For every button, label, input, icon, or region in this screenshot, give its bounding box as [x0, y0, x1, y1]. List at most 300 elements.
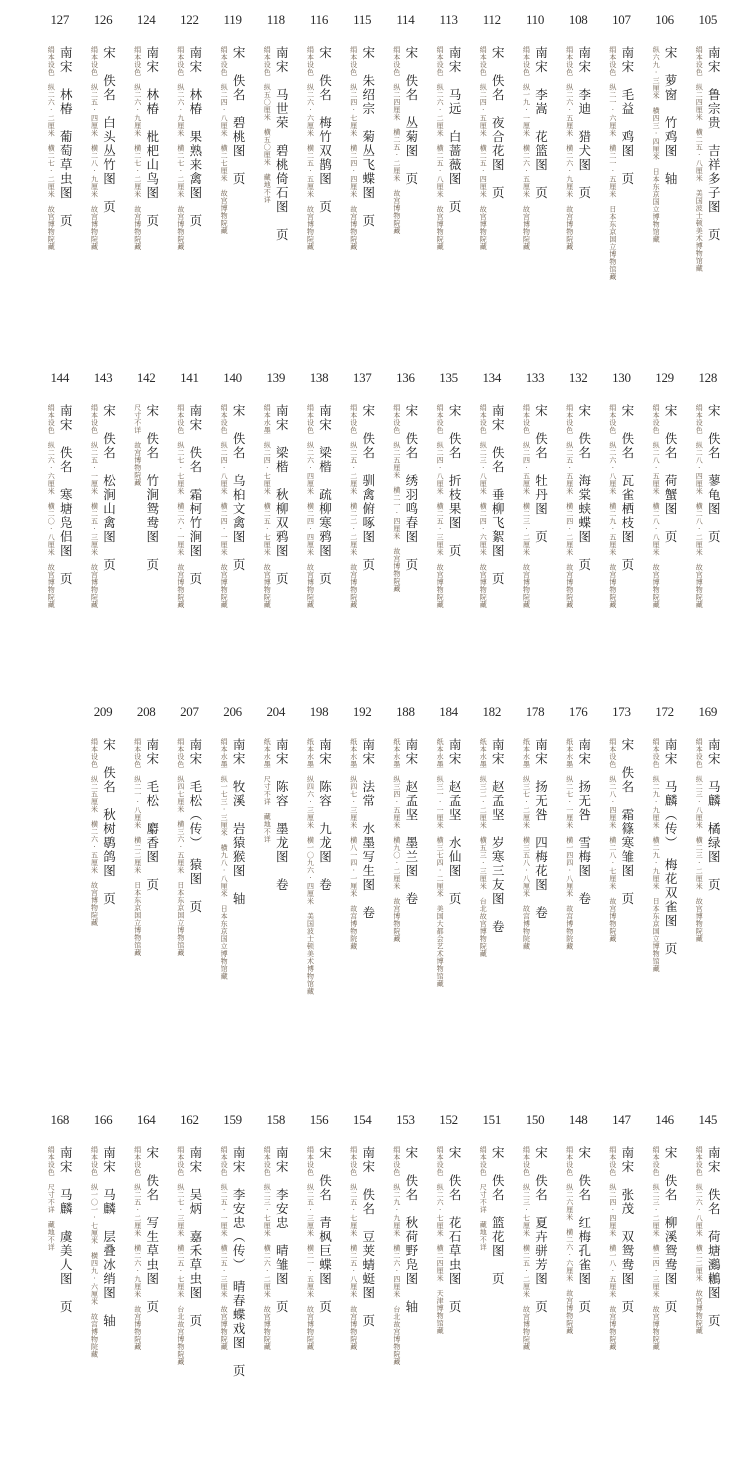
artwork-title: 宋 佚名 花石草虫图 页: [447, 1146, 463, 1314]
artwork-details: 绢本设色 纵二五·一厘米 横二五·三厘米 故宫博物院藏: [90, 404, 99, 609]
catalog-entry: [166, 10, 212, 251]
artwork-title: 宋 佚名 青枫巨蝶图 页: [317, 1146, 333, 1314]
artwork-details: 绢本设色 纵一九·一厘米 横二六·五厘米 故宫博物院藏: [522, 46, 531, 251]
artwork-title: 南宋 扬无咎 雪梅图 卷: [576, 738, 592, 906]
artwork-title: 宋 萝窗 竹鸡图 轴: [663, 46, 679, 186]
artwork-title: 宋 佚名 夏卉骈芳图 页: [533, 1146, 549, 1314]
entry-text: [608, 738, 635, 943]
catalog-entry: [382, 702, 428, 943]
artwork-title: 宋 朱绍宗 菊丛飞蝶图 页: [360, 46, 376, 228]
entry-text: [262, 738, 289, 892]
artwork-details: 绢本设色 纵二三·八厘米 横二三·二厘米 故宫博物院藏: [695, 738, 704, 943]
artwork-title: 南宋 张茂 双鸳鸯图 页: [619, 1146, 635, 1314]
plate-number: 127: [50, 12, 70, 27]
artwork-title: 南宋 梁楷 秋柳双鸦图 页: [274, 404, 290, 586]
artwork-details: 绢本设色 纵二三·七厘米 横二五·二厘米 故宫博物院藏: [522, 1146, 531, 1351]
plate-number: 141: [180, 370, 199, 385]
plate-number: 184: [439, 704, 458, 719]
plate-number: 137: [352, 370, 372, 385]
catalog-entry: [469, 702, 515, 958]
plate-number: 144: [50, 370, 70, 385]
artwork-details: 纸本水墨 纵四六·三厘米 横一〇九六·四厘米 美国波士顿美术博物馆藏: [306, 738, 315, 995]
plate-number: 124: [136, 12, 156, 27]
plate-number: 150: [525, 1112, 545, 1127]
plate-number: 154: [352, 1112, 372, 1127]
artwork-title: 宋 佚名 折枝果图 页: [447, 404, 463, 558]
entry-text: [46, 1146, 73, 1314]
artwork-title: 南宋 马世荣 碧桃倚石图 页: [274, 46, 290, 242]
plate-number: 107: [612, 12, 631, 27]
artwork-title: 南宋 佚名 豆荚蜻蜓图 页: [360, 1146, 376, 1328]
artwork-title: 宋 佚名 竹涧鸳鸯图 页: [144, 404, 160, 572]
entry-text: [176, 738, 203, 957]
artwork-details: 绢本设色 纵二四·八厘米 横二五·三厘米 故宫博物院藏: [436, 404, 445, 609]
plate-number: 178: [525, 704, 545, 719]
artwork-title: 南宋 吴炳 嘉禾草虫图 页: [187, 1146, 203, 1328]
catalog-entry: [296, 10, 342, 251]
entry-text: [478, 46, 505, 251]
entry-text: [349, 738, 376, 950]
plate-number: 156: [309, 1112, 329, 1127]
artwork-details: 绢本设色 纵二四·八厘米 横二四·一厘米 故宫博物院藏: [220, 404, 229, 609]
artwork-title: 南宋 林椿 枇杷山鸟图 页: [144, 46, 160, 228]
plate-number: 148: [568, 1112, 588, 1127]
artwork-title: 南宋 马远 白蔷薇图 页: [447, 46, 463, 214]
artwork-title: 南宋 佚名 寒塘凫侣图 页: [58, 404, 74, 586]
catalog-entry: [555, 10, 601, 251]
catalog-entry: [469, 368, 515, 609]
catalog-entry: [166, 702, 212, 957]
artwork-details: 绢本设色 纵二四厘米 横二五·二厘米 故宫博物院藏: [392, 46, 401, 235]
entry-text: [651, 1146, 678, 1351]
artwork-details: 纸本水墨 纵三二·二厘米 横五三·三厘米 台北故宫博物院藏: [479, 738, 488, 958]
entry-text: [651, 738, 678, 973]
catalog-entry: [37, 368, 83, 609]
catalog-entry: [382, 1110, 428, 1366]
entry-text: [694, 46, 721, 272]
artwork-title: 宋 佚名 秋树鹖鸽图 页: [101, 738, 117, 906]
artwork-title: 宋 佚名 丛菊图 页: [403, 46, 419, 186]
entry-text: [435, 738, 462, 988]
catalog-entry: [123, 1110, 169, 1351]
entry-text: [46, 404, 73, 609]
plate-number: 164: [136, 1112, 156, 1127]
catalog-entry: [37, 10, 83, 251]
artwork-details: 绢本设色 纵二五·二厘米 横二二·二厘米 故宫博物院藏: [349, 404, 358, 609]
artwork-details: 纸本水墨 纵二七·一厘米 横一四四·八厘米 故宫博物院藏: [565, 738, 574, 950]
catalog-entry: [642, 10, 688, 243]
entry-text: [133, 1146, 160, 1351]
plate-number: 204: [266, 704, 286, 719]
catalog-entry: [426, 10, 472, 251]
catalog-entry: [339, 368, 385, 609]
entry-text: [219, 738, 246, 980]
entry-text: [435, 46, 462, 251]
catalog-entry: [469, 10, 515, 251]
catalog-row: [0, 702, 730, 1062]
entry-text: [565, 738, 592, 950]
catalog-entry: [210, 10, 256, 235]
catalog-entry: [382, 10, 428, 235]
artwork-details: 绢本设色 纵二四·七厘米 横二四·四厘米 故宫博物院藏: [349, 46, 358, 251]
entry-text: [90, 404, 117, 609]
catalog-entry: [685, 702, 730, 943]
plate-number: 110: [525, 12, 545, 27]
entry-text: [176, 404, 203, 609]
catalog-entry: [253, 1110, 299, 1351]
catalog-entry: [598, 368, 644, 609]
plate-number: 207: [180, 704, 199, 719]
entry-text: [219, 1146, 246, 1378]
artwork-title: 宋 佚名 蓼龟图 页: [706, 404, 722, 544]
plate-number: 153: [396, 1112, 415, 1127]
artwork-details: 绢本设色 纵二九·九厘米 横二六·四厘米 台北故宫博物院藏: [392, 1146, 401, 1366]
catalog-entry: [598, 702, 644, 943]
entry-text: [651, 404, 678, 609]
artwork-title: 宋 佚名 篮花图 页: [490, 1146, 506, 1286]
artwork-title: 南宋 毛松（传） 猿图 页: [187, 738, 203, 914]
artwork-title: 宋 佚名 霜篠寒雏图 页: [619, 738, 635, 906]
plate-number: 172: [655, 704, 674, 719]
plate-number: 176: [568, 704, 588, 719]
artwork-title: 南宋 扬无咎 四梅花图 卷: [533, 738, 549, 920]
artwork-title: 南宋 马麟 橘绿图 页: [706, 738, 722, 892]
entry-text: [219, 404, 246, 609]
catalog-entry: [80, 1110, 126, 1358]
plate-number: 130: [612, 370, 631, 385]
artwork-details: 绢本设色 纵二四·四厘米 横一八·五厘米 故宫博物院藏: [608, 1146, 617, 1351]
catalog-entry: [296, 368, 342, 609]
artwork-details: 纸本水墨 尺寸不详 藏地不详: [263, 738, 272, 843]
artwork-details: 绢本设色 纵二六厘米 横二六·六厘米 故宫博物院藏: [565, 1146, 574, 1335]
artwork-title: 南宋 梁楷 疏柳寒鸦图 页: [317, 404, 333, 586]
artwork-details: 绢本设色 纵二五·二厘米 横二六·九厘米 故宫博物院藏: [133, 1146, 142, 1351]
plate-number: 146: [655, 1112, 674, 1127]
entry-text: [349, 404, 376, 609]
artwork-details: 绢本设色 纵二六·九厘米 横二七·二厘米 故宫博物院藏: [176, 46, 185, 251]
plate-number: 209: [93, 704, 113, 719]
entry-text: [565, 404, 592, 609]
catalog-entry: [426, 702, 472, 988]
artwork-details: 绢本设色 纵二四厘米 横二五·八厘米 美国波士顿美术博物馆藏: [695, 46, 704, 272]
entry-text: [90, 738, 117, 927]
artwork-title: 南宋 马麟（传） 梅花双雀图 页: [663, 738, 679, 956]
artwork-details: 绢本设色 纵二六·六厘米 横二〇·八厘米 故宫博物院藏: [47, 404, 56, 609]
catalog-entry: [210, 368, 256, 609]
catalog-entry: [426, 368, 472, 609]
catalog-entry: [123, 10, 169, 251]
entry-text: [176, 1146, 203, 1366]
artwork-details: 绢本设色 纵二六·六厘米 横二五·五厘米 故宫博物院藏: [306, 46, 315, 251]
plate-number: 136: [396, 370, 415, 385]
artwork-title: 宋 佚名 红梅孔雀图 页: [576, 1146, 592, 1314]
entry-text: [392, 404, 419, 593]
artwork-title: 南宋 李安忠 晴雏图 页: [274, 1146, 290, 1314]
plate-number: 115: [353, 12, 372, 27]
artwork-title: 南宋 佚名 荷塘鸂鶒图 页: [706, 1146, 722, 1328]
plate-number: 168: [50, 1112, 70, 1127]
plate-number: 118: [266, 12, 285, 27]
catalog-entry: [642, 702, 688, 973]
entry-text: [262, 404, 289, 609]
plate-number: 169: [698, 704, 718, 719]
artwork-details: 绢本设色 纵二六·七厘米 横二四厘米 天津博物馆藏: [436, 1146, 445, 1335]
artwork-details: 绢本设色 纵四七厘米 横三六·五厘米 日本东京国立博物馆藏: [176, 738, 185, 957]
artwork-details: 绢本设色 纵二三·二厘米 横二四·三厘米 故宫博物院藏: [652, 1146, 661, 1351]
artwork-title: 南宋 李迪 猎犬图 页: [576, 46, 592, 200]
artwork-title: 南宋 毛松 麝香图 页: [144, 738, 160, 892]
artwork-details: 绢本设色 纵二三·七厘米 横二六·二厘米 故宫博物院藏: [263, 1146, 272, 1351]
entry-text: [392, 738, 419, 943]
artwork-details: 绢本水墨 纵二四·七厘米 横二五·七厘米 故宫博物院藏: [263, 404, 272, 609]
catalog-entry: [642, 1110, 688, 1351]
plate-number: 198: [309, 704, 329, 719]
entry-text: [608, 1146, 635, 1351]
plate-number: 108: [568, 12, 588, 27]
entry-text: [522, 738, 549, 950]
artwork-details: 绢本设色 纵二七·七厘米 横二六·一厘米 故宫博物院藏: [176, 404, 185, 609]
catalog-entry: [555, 368, 601, 609]
artwork-details: 绢本设色 纵二七·三厘米 横二五·七厘米 台北故宫博物院藏: [176, 1146, 185, 1366]
artwork-details: 纵六九·三厘米 横四三·四厘米 日本东京国立博物馆藏: [652, 46, 661, 243]
catalog-entry: [685, 1110, 730, 1335]
artwork-details: 绢本设色 尺寸不详 藏地不详: [479, 1146, 488, 1251]
artwork-details: 绢本设色 纵二五·七厘米 横二五·八厘米 故宫博物院藏: [349, 1146, 358, 1351]
plate-number: 132: [568, 370, 588, 385]
artwork-title: 南宋 赵孟坚 墨兰图 卷: [403, 738, 419, 906]
plate-number: 173: [612, 704, 631, 719]
entry-text: [46, 46, 73, 251]
artwork-title: 宋 佚名 柳溪鸳鸯图 页: [663, 1146, 679, 1314]
plate-number: 140: [223, 370, 242, 385]
artwork-details: 绢本水墨 纵一七三·三厘米 横九八·八厘米 日本东京国立博物馆藏: [220, 738, 229, 980]
artwork-title: 宋 佚名 乌桕文禽图 页: [231, 404, 247, 572]
artwork-details: 纸本水墨 纵四七·三厘米 横八一四·一厘米 故宫博物院藏: [349, 738, 358, 950]
artwork-title: 南宋 陈容 九龙图 卷: [317, 738, 333, 892]
catalog-entry: [598, 10, 644, 281]
plate-number: 116: [309, 12, 329, 27]
catalog-entry: [80, 10, 126, 251]
plate-number: 133: [525, 370, 545, 385]
catalog-entry: [555, 702, 601, 950]
catalog-entry: [512, 702, 558, 950]
artwork-title: 宋 佚名 牡丹图 页: [533, 404, 549, 544]
catalog-entry: [339, 10, 385, 251]
artwork-title: 南宋 马麟 虞美人图 页: [58, 1146, 74, 1314]
entry-text: [262, 46, 289, 242]
entry-text: [306, 404, 333, 609]
catalog-entry: [426, 1110, 472, 1335]
artwork-details: 绢本设色 纵二五·一厘米 横二五·三厘米 故宫博物院藏: [220, 1146, 229, 1351]
catalog-entry: [469, 1110, 515, 1286]
plate-number: 138: [309, 370, 329, 385]
plate-number: 158: [266, 1112, 286, 1127]
catalog-entry: [296, 702, 342, 995]
artwork-details: 绢本设色 纵二六·八厘米 横二九·五厘米 故宫博物院藏: [608, 404, 617, 609]
artwork-title: 宋 佚名 夜合花图 页: [490, 46, 506, 200]
catalog-row: [0, 368, 730, 728]
artwork-title: 南宋 佚名 霜柯竹涧图 页: [187, 404, 203, 586]
plate-number: 162: [180, 1112, 199, 1127]
plate-number: 134: [482, 370, 502, 385]
artwork-title: 南宋 赵孟坚 岁寒三友图 卷: [490, 738, 506, 934]
catalog-entry: [339, 702, 385, 950]
catalog-entry: [685, 10, 730, 272]
artwork-title: 南宋 鲁宗贵 吉祥多子图 页: [706, 46, 722, 242]
artwork-title: 南宋 法常 水墨写生图 卷: [360, 738, 376, 920]
catalog-entry: [210, 1110, 256, 1378]
entry-text: [565, 46, 592, 251]
entry-text: [694, 738, 721, 943]
artwork-title: 南宋 佚名 垂柳飞絮图 页: [490, 404, 506, 586]
plate-number: 166: [93, 1112, 113, 1127]
artwork-details: 绢本设色 纵二三·八厘米 横二四·六厘米 故宫博物院藏: [479, 404, 488, 609]
plate-number: 159: [223, 1112, 242, 1127]
artwork-title: 宋 佚名 白头丛竹图 页: [101, 46, 117, 214]
catalog-entry: [166, 1110, 212, 1366]
catalog-row: [0, 1110, 730, 1470]
entry-text: [522, 46, 549, 251]
artwork-details: 绢本设色 纵二五·四厘米 横二八·九厘米 故宫博物院藏: [90, 46, 99, 251]
plate-number: 129: [655, 370, 674, 385]
plate-number: 152: [439, 1112, 458, 1127]
catalog-row: [0, 10, 730, 370]
entry-text: [219, 46, 246, 235]
entry-text: [306, 738, 333, 995]
artwork-title: 宋 佚名 碧桃图 页: [231, 46, 247, 186]
plate-number: 119: [223, 12, 242, 27]
artwork-details: 绢本设色 纵二五·五厘米 横二四·二厘米 故宫博物院藏: [565, 404, 574, 609]
catalog-entry: [123, 368, 169, 572]
artwork-title: 南宋 林椿 葡萄草虫图 页: [58, 46, 74, 228]
artwork-details: 纸本水墨 纵三一·一厘米 横三七四·二厘米 美国大都会艺术博物馆藏: [436, 738, 445, 988]
artwork-details: 绢本设色 纵二六·九厘米 横二七·二厘米 故宫博物院藏: [133, 46, 142, 251]
entry-text: [349, 1146, 376, 1351]
artwork-details: 尺寸不详 故宫博物院藏: [133, 404, 142, 487]
artwork-title: 南宋 马麟 层叠冰绡图 轴: [101, 1146, 117, 1328]
artwork-details: 绢本设色 纵二五·三厘米 横二一·五厘米 故宫博物院藏: [306, 1146, 315, 1351]
artwork-details: 绢本设色 纵二一·八厘米 横二二厘米 日本东京国立博物馆藏: [133, 738, 142, 957]
catalog-entry: [382, 368, 428, 593]
catalog-entry: [512, 1110, 558, 1351]
catalog-entry: [555, 1110, 601, 1335]
catalog-entry: [80, 702, 126, 927]
catalog-entry: [296, 1110, 342, 1351]
entry-text: [478, 738, 505, 958]
artwork-details: 绢本设色 纵二五厘米 横二一·四厘米 故宫博物院藏: [392, 404, 401, 593]
entry-text: [133, 46, 160, 251]
artwork-title: 南宋 毛益 鸡图 页: [619, 46, 635, 186]
entry-text: [478, 1146, 505, 1286]
catalog-entry: [339, 1110, 385, 1351]
artwork-details: 绢本设色 纵一〇一·七厘米 横四九·六厘米 故宫博物院藏: [90, 1146, 99, 1358]
catalog-entry: [512, 368, 558, 609]
artwork-details: 绢本设色 纵二八·四厘米 横二八·七厘米 故宫博物院藏: [608, 738, 617, 943]
entry-text: [608, 46, 635, 281]
artwork-title: 南宋 陈容 墨龙图 卷: [274, 738, 290, 892]
catalog-entry: [253, 368, 299, 609]
catalog-entry: [253, 702, 299, 892]
artwork-details: 绢本设色 纵二六·二厘米 横二五·八厘米 故宫博物院藏: [436, 46, 445, 251]
plate-number: 145: [698, 1112, 718, 1127]
artwork-details: 绢本设色 纵二八·五厘米 横二八·八厘米 故宫博物院藏: [652, 404, 661, 609]
artwork-title: 南宋 李嵩 花篮图 页: [533, 46, 549, 200]
artwork-details: 绢本设色 纵二四·五厘米 横二五·四厘米 故宫博物院藏: [479, 46, 488, 251]
entry-text: [435, 1146, 462, 1335]
entry-text: [392, 46, 419, 235]
catalog-entry: [166, 368, 212, 609]
catalog-entry: [598, 1110, 644, 1351]
plate-number: 188: [396, 704, 415, 719]
plate-number: 114: [396, 12, 415, 27]
artwork-details: 绢本设色 纵二四·五厘米 横二三·二厘米 故宫博物院藏: [522, 404, 531, 609]
artwork-title: 宋 佚名 绣羽鸣春图 页: [403, 404, 419, 572]
entry-text: [306, 1146, 333, 1351]
artwork-details: 绢本设色 纵二六·八厘米 横二二厘米 故宫博物院藏: [695, 1146, 704, 1335]
artwork-title: 宋 佚名 驯禽俯啄图 页: [360, 404, 376, 572]
plate-number: 206: [223, 704, 242, 719]
entry-text: [608, 404, 635, 609]
artwork-details: 绢本设色 纵二五厘米 横二六·五厘米 故宫博物院藏: [90, 738, 99, 927]
artwork-details: 绢本设色 纵二一·六厘米 横二一·五厘米 日本东京国立博物馆藏: [608, 46, 617, 281]
plate-number: 142: [136, 370, 156, 385]
entry-text: [522, 404, 549, 609]
artwork-details: 绢本设色 尺寸不详 藏地不详: [47, 1146, 56, 1251]
plate-number: 208: [136, 704, 156, 719]
plate-number: 135: [439, 370, 458, 385]
entry-text: [90, 46, 117, 251]
artwork-title: 宋 佚名 秋荷野凫图 轴: [403, 1146, 419, 1314]
artwork-title: 宋 佚名 松涧山禽图 页: [101, 404, 117, 572]
artwork-title: 宋 佚名 写生草虫图 页: [144, 1146, 160, 1314]
catalog-entry: [685, 368, 730, 609]
entry-text: [176, 46, 203, 251]
artwork-details: 绢本设色 纵二四·八厘米 横二七厘米 故宫博物院藏: [220, 46, 229, 235]
artwork-details: 纸本水墨 纵三四·五厘米 横九〇·二厘米 故宫博物院藏: [392, 738, 401, 943]
artwork-title: 南宋 林椿 果熟来禽图 页: [187, 46, 203, 228]
entry-text: [262, 1146, 289, 1351]
entry-text: [435, 404, 462, 609]
entry-text: [478, 404, 505, 609]
artwork-details: 绢本设色 纵二八·四厘米 横二八·二厘米 故宫博物院藏: [695, 404, 704, 609]
entry-text: [694, 404, 721, 609]
artwork-details: 纸本水墨 纵三七·二厘米 横三五八·八厘米 故宫博物院藏: [522, 738, 531, 950]
plate-number: 139: [266, 370, 286, 385]
artwork-title: 宋 佚名 梅竹双鹊图 页: [317, 46, 333, 214]
artwork-title: 南宋 牧溪 岩猿猴图 轴: [231, 738, 247, 906]
entry-text: [565, 1146, 592, 1335]
artwork-title: 宋 佚名 瓦雀栖枝图 页: [619, 404, 635, 572]
catalog-entry: [37, 1110, 83, 1314]
entry-text: [349, 46, 376, 251]
plate-number: 113: [439, 12, 458, 27]
artwork-details: 绢本设色 纵二六·二厘米 横二七·二厘米 故宫博物院藏: [47, 46, 56, 251]
entry-text: [90, 1146, 117, 1358]
entry-text: [392, 1146, 419, 1366]
catalog-entry: [253, 10, 299, 242]
plate-number: 182: [482, 704, 502, 719]
artwork-title: 宋 佚名 海棠蛱蝶图 页: [576, 404, 592, 572]
plate-number: 105: [698, 12, 718, 27]
plate-number: 122: [180, 12, 199, 27]
artwork-title: 宋 佚名 荷蟹图 页: [663, 404, 679, 544]
entry-text: [306, 46, 333, 251]
plate-number: 112: [482, 12, 501, 27]
entry-text: [651, 46, 678, 243]
artwork-title: 南宋 赵孟坚 水仙图 页: [447, 738, 463, 906]
entry-text: [133, 738, 160, 957]
artwork-details: 绢本设色 纵二六·五厘米 横二六·九厘米 故宫博物院藏: [565, 46, 574, 251]
